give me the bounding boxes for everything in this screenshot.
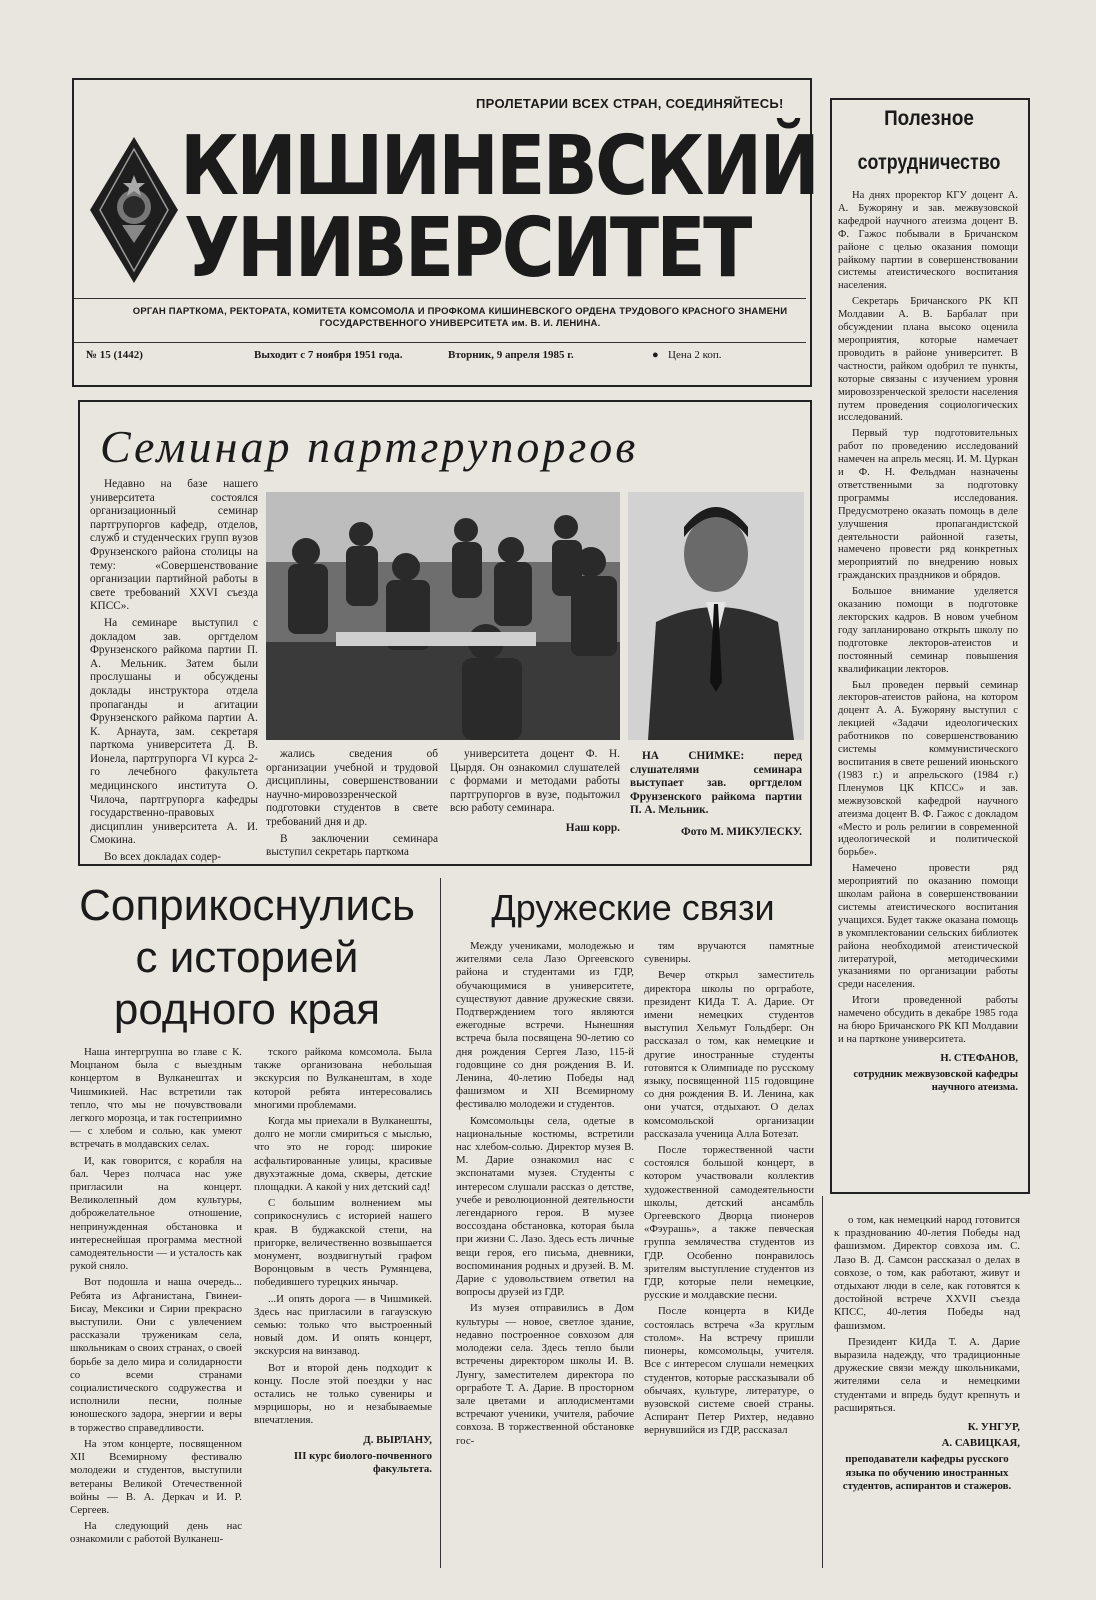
- paragraph: Когда мы приехали в Вулканешты, долго не могли смириться с мыслью, что это не город: широкие асфальтированные улицы, красивые двухэтажные дома, скверы, детские площадки. А какой у них детский сад!: [254, 1115, 432, 1194]
- seminar-audience-photo: [266, 492, 620, 740]
- paragraph: С большим волнением мы соприкоснулись с историей нашего края. В буджакской степи, на пригорке, величественно возвышается монумент, воздвигнутый графом Воронцовым в честь Румянцева, победившего турецких янычар.: [254, 1197, 432, 1289]
- paragraph: Первый тур подготовительных работ по проведению исследований намечен на апрель месяц. И. М. Цуркан и Ф. Н. Фельдман назначены ответственными за подготовку программы исследования. Предусмотрено оказать помощь в деле улучшения пропагандистской деятельности районной газеты, намечено провести ряд конкретных мероприятий по внедрению новых гражданских праздников и обрядов.: [838, 428, 1018, 582]
- history-column-2: [254, 1046, 432, 1566]
- masthead-rule: [74, 342, 806, 343]
- seminar-column-1: [90, 478, 258, 864]
- paragraph: Итоги проведенной работы намечено обсудить в декабре 1985 года на бюро Бричанского РК КП Молдавии и на партконе университета.: [838, 995, 1018, 1045]
- paragraph: Из музея отправились в Дом культуры — новое, светлое здание, недавно построенное совхозом для молодежи села. Здесь тепло были встречены директором школы И. В. Лунгу, заместителем директора по оргработе Т. А. Дарие. В просторном зале цветами и аплодисментами встречают ученики, учителя, рабочие совхоза. В торжественной обстановке гос-: [456, 1302, 634, 1447]
- paragraph: Во всех докладах содер-: [104, 851, 222, 864]
- paragraph: Вот и второй день подходит к концу. После этой поездки у нас остались не только сувениры и мэрцишоры, но и незабываемые впечатления.: [254, 1361, 432, 1427]
- masthead-organ: ОРГАН ПАРТКОМА, РЕКТОРАТА, КОМИТЕТА КОМСОМОЛА И ПРОФКОМА КИШИНЕВСКОГО ОРДЕНА ТРУДОВОГО КРАСНОГО ЗНАМЕНИ ГОСУДАРСТВЕННОГО УНИВЕРСИТЕТА им. В. И. ЛЕНИНА.: [132, 306, 788, 329]
- masthead-rule: [74, 298, 806, 299]
- cooperation-title-line2: сотрудничество: [857, 151, 1001, 174]
- correspondent-signature: Наш корр.: [565, 821, 620, 834]
- paragraph: жались сведения об организации учебной и трудовой дисциплины, совершенствовании научно-мировоззренческой подготовки студентов в свете требований дня и др.: [266, 748, 438, 828]
- paragraph: Президент КИДа Т. А. Дарие выразила надежду, что традиционные дружеские связи между школьниками, жителями села и немецкими студентами и впредь будут крепнуть и расширяться.: [834, 1335, 1020, 1414]
- paragraph: тского райкома комсомола. Была также организована небольшая экскурсия по Вулканештам, в ходе которой ребята интересовались многими проблемами.: [254, 1046, 432, 1111]
- paragraph: Намечено провести ряд мероприятий по оказанию помощи школам района в совершенствовании системы атеистического воспитания учащихся. Будет также оказана помощь в укомплектовании сельских библиотек района необходимой атеистической литературой, методическими указаниями по организации работы среди населения.: [838, 863, 1018, 991]
- signature-role: сотрудник межвузовской кафедры научного атеизма.: [853, 1068, 1018, 1093]
- issue-date: Вторник, 9 апреля 1985 г.: [448, 349, 574, 361]
- paragraph: На днях проректор КГУ доцент А. А. Бужоряну и зав. межвузовской кафедрой научного атеизма доцент В. Ф. Гажос побывали в Бричанском районе с целью оказания помощи райкому партии в совершенствовании системы атеистического воспитания населения.: [838, 190, 1018, 292]
- paragraph: Секретарь Бричанского РК КП Молдавии А. В. Барбалат при обсуждении плана высоко оценила мероприятия, которые намечает проводить в районе университет. В частности, райком одобрил те пункты, которые связаны с изучением уровня мировоззренческой зрелости населения путем проведения социологических исследований.: [838, 296, 1018, 424]
- paragraph: Наша интергруппа во главе с К. Моцпаном была с выездным концертом в Вулканештах и Чишмикией. Нас встретили так тепло, что мы не почувствовали легкого морозца, и так гостеприимно — с хлебом и солью, как умеют встречать в молдавских селах.: [70, 1046, 242, 1151]
- published-since: Выходит с 7 ноября 1951 года.: [254, 349, 403, 361]
- column-divider: [440, 878, 441, 1568]
- history-title: Соприкоснулись с историей родного края: [79, 881, 415, 1034]
- issue-number: № 15 (1442): [86, 349, 143, 361]
- caption-text: НА СНИМКЕ: перед слушателями семинара выступает зав. оргтделом Фрунзенского райкома партии П. А. Мельник.: [630, 750, 802, 817]
- paragraph: ...И опять дорога — в Чишмикей. Здесь нас пригласили в гагаузскую семью: только что выстроенный новый дом. И опять концерт, экскурсия на винзавод.: [254, 1292, 432, 1358]
- paragraph: В заключении семинара выступил секретарь парткома: [266, 832, 438, 859]
- university-emblem-icon: [88, 135, 180, 290]
- photo-caption: [630, 750, 802, 820]
- signature-role: III курс биолого-почвенного факультета.: [293, 1449, 432, 1476]
- cooperation-title-line1: Полезное: [884, 107, 974, 130]
- paragraph: Комсомольцы села, одетые в национальные костюмы, встретили нас хлебом-солью. Директор музея В. М. Дарие ознакомил нас с экспонатами музея. Студенты с интересом слушали рассказ о детстве, учебе и революционной деятельности легендарного героя. В музее воссоздана обстановка, которая была при жизни С. Лазо. Здесь есть личные вещи героя, его письма, дневники, воспоминания родных и друзей. В. М. Дарие с удовольствием ответил на вопросы друзей из ГДР.: [456, 1114, 634, 1299]
- paragraph: Большое внимание уделяется оказанию помощи в подготовке лекторских кадров. В новом учебном году запланировано открыть школу по подготовке лекторов-атеистов и постоянный семинар повышения квалификации лекторов.: [838, 586, 1018, 675]
- cooperation-body: [838, 190, 1018, 1186]
- masthead-title-line2: УНИВЕРСИТЕТ: [184, 201, 750, 296]
- paragraph: университета доцент Ф. Н. Цырдя. Он ознакомил слушателей с формами и методами работы партгрупоргов в вузе, подытожил всю работу семинара.: [450, 748, 620, 815]
- friendship-title: Дружеские связи: [491, 887, 775, 928]
- masthead-title-line1: КИШИНЕВСКИЙ: [180, 119, 818, 214]
- friendship-column-2: [644, 940, 814, 1566]
- paragraph: Недавно на базе нашего университета состоялся организационный семинар партгрупоргов кафедр, отделов, служб и студенческих групп вузов Фрунзенского района столицы на тему: «Совершенствование организации партийной работы в свете требований XXVI съезда КПСС».: [90, 478, 258, 613]
- paragraph: После торжественной части состоялся большой концерт, в котором участвовали коллектив художественной самодеятельности школы, детский ансамбль Оргеевского Дворца пионеров «Фэурашь», а также певческая группа землячества студентов из ГДР. Особенно понравилось зрителям выступление студентов из ГДР, которые пели немецкие, русские и молдавские песни.: [644, 1144, 814, 1302]
- column-divider: [822, 1196, 823, 1568]
- friendship-column-1: [456, 940, 634, 1566]
- paragraph: тям вручаются памятные сувениры.: [644, 940, 814, 966]
- history-column-1: [70, 1046, 242, 1566]
- paragraph: На следующий день нас ознакомили с работой Вулканеш-: [70, 1520, 242, 1546]
- masthead-motto: ПРОЛЕТАРИИ ВСЕХ СТРАН, СОЕДИНЯЙТЕСЬ!: [476, 96, 784, 111]
- signature-role: преподаватели кафедры русского языка по обучению иностранных студентов, аспирантов и стажеров.: [842, 1453, 1012, 1492]
- paragraph: После концерта в КИДе состоялась встреча «За круглым столом». На встречу пришли пионеры, комсомольцы, учителя. Все с интересом слушали немецких студентов, которые рассказывали об обычаях, культуре, литературе, о вузовской системе своей страны. Аспирант Петер Рихтер, недавно вернувшийся из ГДР, рассказал: [644, 1305, 814, 1437]
- paragraph: Был проведен первый семинар лекторов-атеистов района, на котором доцент А. А. Бужоряну выступил с лекцией «Задачи идеологических работников по совершенствованию системы коммунистического воспитания в свете решений июньского (1983 г.) и апрельского (1984 г.) Пленумов ЦК КПСС» и зав. межвузовской кафедрой научного атеизма доцент В. Ф. Гажос с докладом «Место и роль религии в современной идеологической и политической борьбе».: [838, 679, 1018, 859]
- paragraph: о том, как немецкий народ готовится к празднованию 40-летия Победы над фашизмом. Директор совхоза им. С. Лазо В. Д. Самсон рассказал о делах в совхозе, о том, как работают, живут и отдыхают люди в селе, как готовятся к достойной встрече XXVII съезда КПСС, 40-летия Победы над фашизмом.: [834, 1214, 1020, 1332]
- signature: А. САВИЦКАЯ,: [941, 1437, 1020, 1450]
- signature: Д. ВЫРЛАНУ,: [363, 1433, 432, 1446]
- paragraph: Вот подошла и наша очередь... Ребята из Афганистана, Гвинеи-Бисау, Мексики и Сирии прекрасно выступили. Они с увлечением рассказали труженикам села, школьникам о своих странах, о своей борьбе за дело мира и солидарности со всеми странами социалистического содружества и исполнили песни, полные юношеского задора, энергии и веры в торжество справедливости.: [70, 1276, 242, 1434]
- paragraph: Между учениками, молодежью и жителями села Лазо Оргеевского района и студентами из ГДР, обучающимися в университете, существуют давние дружеские связи. Подтверждением того являются ежегодные встречи. Нынешняя встреча была посвящена 90-летию со дня рождения Сергея Лазо, 115-й годовщине со дня рождения В. И. Ленина, 40-летию Победы над фашизмом и XII Всемирному фестивалю молодежи и студентов.: [456, 940, 634, 1111]
- seminar-column-3: [450, 748, 620, 848]
- signature: К. УНГУР,: [967, 1421, 1020, 1434]
- friendship-column-3: [834, 1214, 1020, 1544]
- paragraph: И, как говорится, с корабля на бал. Через полчаса нас уже пригласили на концерт. Великолепный дом культуры, доброжелательное отношение, непринужденная обстановка и интереснейшая программа местной самодеятельности — и усталость как рукой сняло.: [70, 1154, 242, 1273]
- signature: Н. СТЕФАНОВ,: [940, 1052, 1018, 1064]
- paragraph: На семинаре выступил с докладом зав. оргтделом Фрунзенского райкома партии П. А. Мельник. Затем были прослушаны и обсуждены доклады инструктора отдела пропаганды и агитации Фрунзенского райкома партии А. К. Арнаута, зам. секретаря парткома университета Д. В. Ионела, партгрупорга VI курса 2-го лечебного факультета медицинского института О. Чилоча, партгрупорга кафедры государственно-правовых дисциплин университета А. И. Смокина.: [90, 616, 258, 847]
- speaker-photo: [628, 492, 804, 740]
- seminar-title: Семинар партгрупоргов: [100, 421, 639, 472]
- photo-credit: Фото М. МИКУЛЕСКУ.: [681, 826, 802, 838]
- paragraph: На этом концерте, посвященном XII Всемирному фестивалю молодежи и студентов, выступили ветераны Великой Отечественной войны — В. А. Деркач и И. Р. Сергеев.: [70, 1437, 242, 1516]
- paragraph: Вечер открыл заместитель директора школы по оргработе, президент КИДа Т. А. Дарие. От имени немецких студентов выступил Хельмут Гольдберг. Он рассказал о том, как немецкие и другие иностранные студенты готовятся к Олимпиаде по русскому языку, посвященной 115 годовщине со дня рождения В. И. Ленина, как они учатся, отдыхают. О делах комсомольской организации рассказала ученица Алла Ботезат.: [644, 969, 814, 1140]
- price: Цена 2 коп.: [668, 349, 722, 361]
- seminar-column-2: [266, 748, 438, 859]
- bullet-icon: ●: [652, 349, 659, 361]
